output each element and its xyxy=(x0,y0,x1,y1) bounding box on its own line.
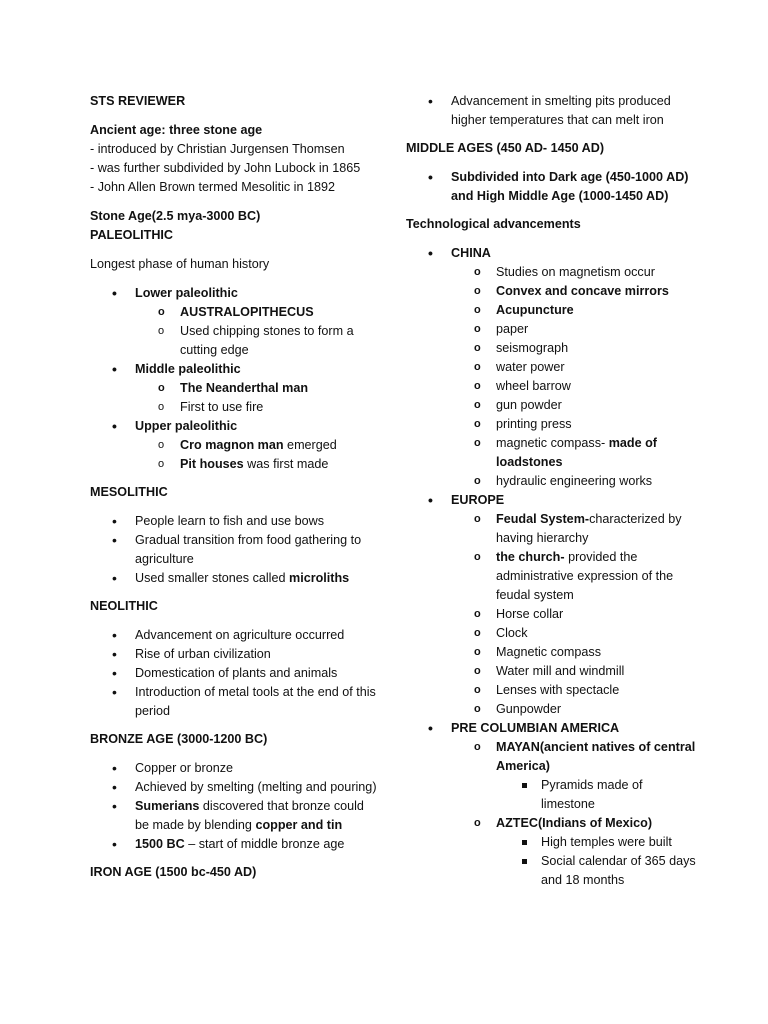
list-item: o Magnetic compass xyxy=(451,643,696,662)
list-item-text: characterized by having hierarchy xyxy=(496,512,682,545)
list-item: • Advancement in smelting pits produced higher temperatures that can melt iron xyxy=(406,92,696,130)
copper-tin-text: copper and tin xyxy=(255,818,343,832)
stone-age-title: Stone Age(2.5 mya-3000 BC) xyxy=(90,209,261,223)
neolithic-list xyxy=(90,626,380,721)
list-item xyxy=(135,436,380,455)
list-item: o Acupuncture xyxy=(451,301,696,320)
list-item: o Lenses with spectacle xyxy=(451,681,696,700)
list-item: o AUSTRALOPITHECUS xyxy=(135,303,380,322)
list-item: o wheel barrow xyxy=(451,377,696,396)
paleolithic-list xyxy=(90,284,380,474)
list-item: • Achieved by smelting (melting and pouring) xyxy=(90,778,380,797)
middle-paleolithic-label: Middle paleolithic xyxy=(135,362,241,376)
aztec-label: AZTEC(Indians of Mexico) xyxy=(496,816,653,830)
list-item: • Advancement on agriculture occurred xyxy=(90,626,380,645)
list-item xyxy=(90,284,380,360)
list-item: • Introduction of metal tools at the end of this period xyxy=(90,683,380,721)
list-item xyxy=(451,548,696,605)
mesolithic-list xyxy=(90,512,380,588)
feudal-system-text: Feudal System- xyxy=(496,512,590,526)
list-item xyxy=(451,434,696,472)
list-item-text: emerged xyxy=(283,438,337,452)
pre-columbian-label: PRE COLUMBIAN AMERICA xyxy=(451,721,620,735)
list-item: o Studies on magnetism occur xyxy=(451,263,696,282)
iron-heading: IRON AGE (1500 bc-450 AD) xyxy=(90,865,257,879)
page-title: STS REVIEWER xyxy=(90,94,186,108)
list-item-text: Used smaller stones called xyxy=(135,571,289,585)
list-item-text: – start of middle bronze age xyxy=(184,837,345,851)
ancient-heading: Ancient age: three stone age xyxy=(90,123,263,137)
neolithic-heading: NEOLITHIC xyxy=(90,599,158,613)
list-item: • Copper or bronze xyxy=(90,759,380,778)
list-item: o Convex and concave mirrors xyxy=(451,282,696,301)
iron-list xyxy=(406,92,696,130)
list-item: • Subdivided into Dark age (450-1000 AD) and High Middle Age (1000-1450 AD) xyxy=(406,168,696,206)
church-text: the church- xyxy=(496,550,565,564)
list-item xyxy=(90,569,380,588)
list-item-text: discovered that bronze could be made by blending xyxy=(135,799,364,832)
list-item-text: was first made xyxy=(243,457,329,471)
right-column xyxy=(406,92,696,899)
upper-paleolithic-label: Upper paleolithic xyxy=(135,419,238,433)
list-item: • Rise of urban civilization xyxy=(90,645,380,664)
list-item-china xyxy=(406,244,696,491)
list-item xyxy=(90,835,380,854)
list-item: High temples were built xyxy=(496,833,696,852)
list-item xyxy=(451,510,696,548)
tech-list xyxy=(406,244,696,890)
list-item-mayan xyxy=(451,738,696,814)
list-item-europe xyxy=(406,491,696,719)
list-item: o First to use fire xyxy=(135,398,380,417)
microliths-text: microliths xyxy=(289,571,350,585)
paleolithic-title: PALEOLITHIC xyxy=(90,228,174,242)
list-item xyxy=(90,797,380,835)
china-label: CHINA xyxy=(451,246,491,260)
bronze-list xyxy=(90,759,380,854)
europe-label: EUROPE xyxy=(451,493,505,507)
list-item: o printing press xyxy=(451,415,696,434)
list-item: Social calendar of 365 days and 18 months xyxy=(496,852,696,890)
mesolithic-heading: MESOLITHIC xyxy=(90,485,168,499)
list-item: o paper xyxy=(451,320,696,339)
left-column xyxy=(90,92,380,892)
list-item-text: provided the administrative expression of the feudal system xyxy=(496,550,674,602)
ancient-line: - John Allen Brown termed Mesolitic in 1892 xyxy=(90,180,335,194)
list-item: o Water mill and windmill xyxy=(451,662,696,681)
list-item-pre-columbian xyxy=(406,719,696,890)
list-item: • Domestication of plants and animals xyxy=(90,664,380,683)
list-item: o The Neanderthal man xyxy=(135,379,380,398)
ancient-section xyxy=(90,121,380,197)
list-item-aztec xyxy=(451,814,696,890)
bronze-heading: BRONZE AGE (3000-1200 BC) xyxy=(90,732,268,746)
list-item: o seismograph xyxy=(451,339,696,358)
list-item: • People learn to fish and use bows xyxy=(90,512,380,531)
lower-paleolithic-label: Lower paleolithic xyxy=(135,286,238,300)
list-item: o hydraulic engineering works xyxy=(451,472,696,491)
mayan-label: MAYAN(ancient natives of central America) xyxy=(496,740,696,773)
stone-age-heading xyxy=(90,207,380,245)
middle-ages-heading: MIDDLE AGES (450 AD- 1450 AD) xyxy=(406,141,605,155)
list-item xyxy=(90,360,380,417)
loadstones-text: made of loadstones xyxy=(496,436,657,469)
list-item: o water power xyxy=(451,358,696,377)
ancient-line: - was further subdivided by John Lubock in 1865 xyxy=(90,161,361,175)
list-item: o Clock xyxy=(451,624,696,643)
list-item xyxy=(135,455,380,474)
tech-heading: Technological advancements xyxy=(406,217,581,231)
sumerians-text: Sumerians xyxy=(135,799,200,813)
list-item: o Gunpowder xyxy=(451,700,696,719)
list-item: Pyramids made of limestone xyxy=(496,776,696,814)
paleolithic-intro: Longest phase of human history xyxy=(90,257,270,271)
list-item: • Gradual transition from food gathering to agriculture xyxy=(90,531,380,569)
list-item: o Horse collar xyxy=(451,605,696,624)
year-text: 1500 BC xyxy=(135,837,185,851)
list-item-text: magnetic compass- xyxy=(496,436,609,450)
cro-magnon-text: Cro magnon man xyxy=(180,438,284,452)
ancient-line: - introduced by Christian Jurgensen Thomsen xyxy=(90,142,345,156)
middle-ages-list xyxy=(406,168,696,206)
list-item: o gun powder xyxy=(451,396,696,415)
list-item xyxy=(90,417,380,474)
pit-houses-text: Pit houses xyxy=(180,457,244,471)
list-item: o Used chipping stones to form a cutting edge xyxy=(135,322,380,360)
